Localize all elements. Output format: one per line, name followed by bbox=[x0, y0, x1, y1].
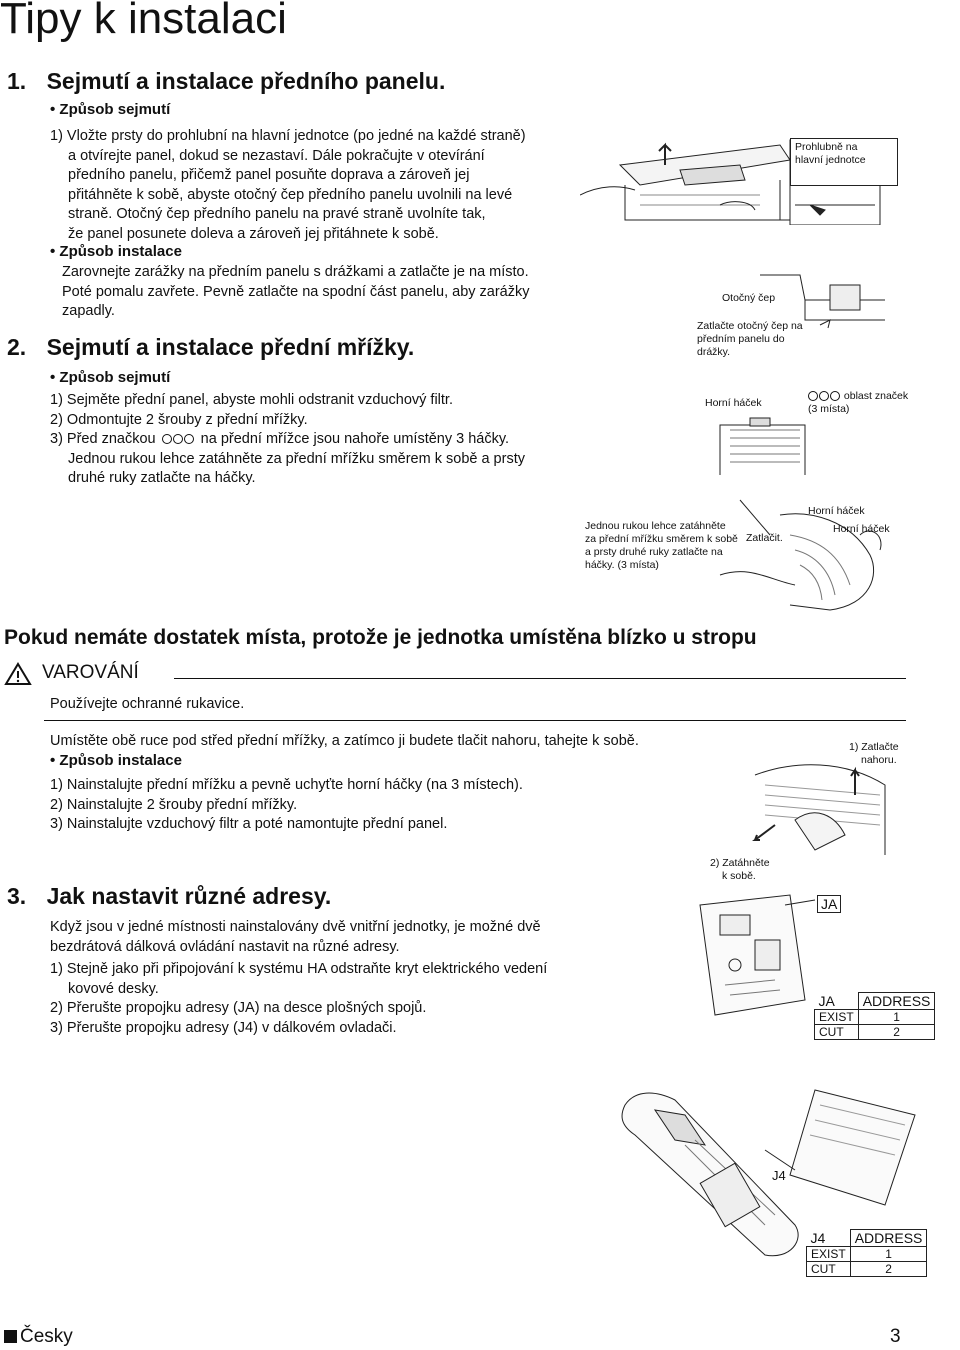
mark-icon bbox=[808, 390, 841, 402]
section2-removal-heading: • Způsob sejmutí bbox=[50, 369, 171, 386]
push-label: Zatlačit. bbox=[746, 532, 783, 544]
figure-upper-hook bbox=[710, 410, 810, 480]
mark-area-label: oblast značek (3 místa) bbox=[808, 390, 909, 415]
figure-pcb bbox=[690, 890, 820, 1020]
warning-text: Používejte ochranné rukavice. bbox=[50, 696, 245, 712]
section1-removal-heading: • Způsob sejmutí bbox=[50, 101, 171, 118]
pivot-label: Otočný čep bbox=[722, 292, 776, 304]
ceiling-instruction: Umístěte obě ruce pod střed přední mřížky, a zatímco ji budete tlačit nahoru, tahejte k sobě. bbox=[50, 733, 639, 749]
upper-hook-label-2: Horní háček bbox=[808, 505, 865, 517]
warning-title: VAROVÁNÍ bbox=[42, 662, 139, 683]
section1-title: Sejmutí a instalace předního panelu. bbox=[46, 68, 446, 94]
table-row: CUT 2 bbox=[815, 1025, 935, 1040]
warning-divider bbox=[44, 720, 906, 721]
footer-language: Česky bbox=[4, 1326, 73, 1348]
warning-bar bbox=[4, 662, 904, 688]
section3-steps: 1) Stejně jako při připojování k systému HA odstraňte kryt elektrického vedení kovové desky. 2) Přerušte propojku adresy (JA) na desce plošných spojů. 3) Přerušte propojku adresy (J4) v dálkovém ovladači. bbox=[50, 961, 548, 1036]
page-title: Tipy k instalaci bbox=[0, 0, 287, 43]
table-row: EXIST 1 bbox=[815, 1010, 935, 1025]
section1-install-text: Zarovnejte zarážky na předním panelu s drážkami a zatlačte je na místo. Poté pomalu zavřete. Pevně zatlačte na spodní část panelu, aby zarážky zapadly. bbox=[62, 264, 530, 320]
section1-heading bbox=[7, 68, 445, 95]
section3-heading: 3. Jak nastavit různé adresy. bbox=[7, 883, 332, 909]
push-up-label: 1) Zatlačte nahoru. bbox=[849, 741, 899, 766]
table-row: CUT 2 bbox=[807, 1262, 927, 1277]
pull-grille-label: Jednou rukou lehce zatáhněte za přední mřížku směrem k sobě a prsty druhé ruky zatlačte na háčky. (3 místa) bbox=[585, 520, 738, 571]
j4-label: J4 bbox=[772, 1168, 786, 1183]
section1-number: 1. bbox=[7, 68, 27, 94]
recess-callout: Prohlubně na hlavní jednotce bbox=[790, 138, 898, 186]
page-number: 3 bbox=[890, 1326, 901, 1347]
section1-install-heading: • Způsob instalace bbox=[50, 243, 182, 260]
section1-removal-text: 1) Vložte prsty do prohlubní na hlavní jednotce (po jedné na každé straně) a otvírejte panel, dokud se nezastaví. Dále pokračujte v otevírání předního panelu, přičemž panel posuňte doprava a zároveň jej přitáhněte k sobě, abyste otočný čep předního panelu uvolnili na levé straně. Otočný čep předního panelu na pravé straně uvolníte tak, že panel posunete doleva a zároveň jej přitáhnete k sobě. bbox=[50, 128, 526, 242]
square-icon bbox=[4, 1330, 17, 1343]
ja-table: JA ADDRESS EXIST 1 CUT 2 bbox=[814, 992, 935, 1040]
ceiling-heading: Pokud nemáte dostatek místa, protože je jednotka umístěna blízko u stropu bbox=[4, 626, 757, 649]
pull-toward-label: 2) Zatáhněte k sobě. bbox=[710, 857, 770, 882]
j4-table: J4 ADDRESS EXIST 1 CUT 2 bbox=[806, 1229, 927, 1277]
ceiling-install-heading: • Způsob instalace bbox=[50, 752, 182, 769]
section2-heading: 2. Sejmutí a instalace přední mřížky. bbox=[7, 334, 415, 360]
upper-hook-label-3: Horní háček bbox=[833, 523, 890, 535]
section2-steps: 1) Sejměte přední panel, abyste mohli odstranit vzduchový filtr. 2) Odmontujte 2 šrouby z přední mřížky. 3) Před značkou na přední mřížce jsou nahoře umístěny 3 háčky. Jednou rukou lehce zatáhněte za přední mřížku směrem k sobě a prsty druhé ruky zatlačte na háčky. bbox=[50, 392, 525, 487]
warning-icon bbox=[4, 662, 32, 686]
ceiling-steps: 1) Nainstalujte přední mřížku a pevně uchyťte horní háčky (na 3 místech). 2) Nainstalujte 2 šrouby přední mřížky. 3) Nainstalujte vzduchový filtr a poté namontujte přední panel. bbox=[50, 777, 523, 833]
mark-icon bbox=[162, 431, 195, 447]
section3-intro: Když jsou v jedné místnosti nainstalovány dvě vnitřní jednotky, je možné dvě bezdrátová dálková ovládání nastavit na různé adresy. bbox=[50, 919, 541, 955]
upper-hook-label: Horní háček bbox=[705, 397, 762, 409]
push-pivot-label: Zatlačte otočný čep na předním panelu do drážky. bbox=[697, 320, 803, 358]
ja-label: JA bbox=[817, 895, 841, 913]
table-row: EXIST 1 bbox=[807, 1247, 927, 1262]
